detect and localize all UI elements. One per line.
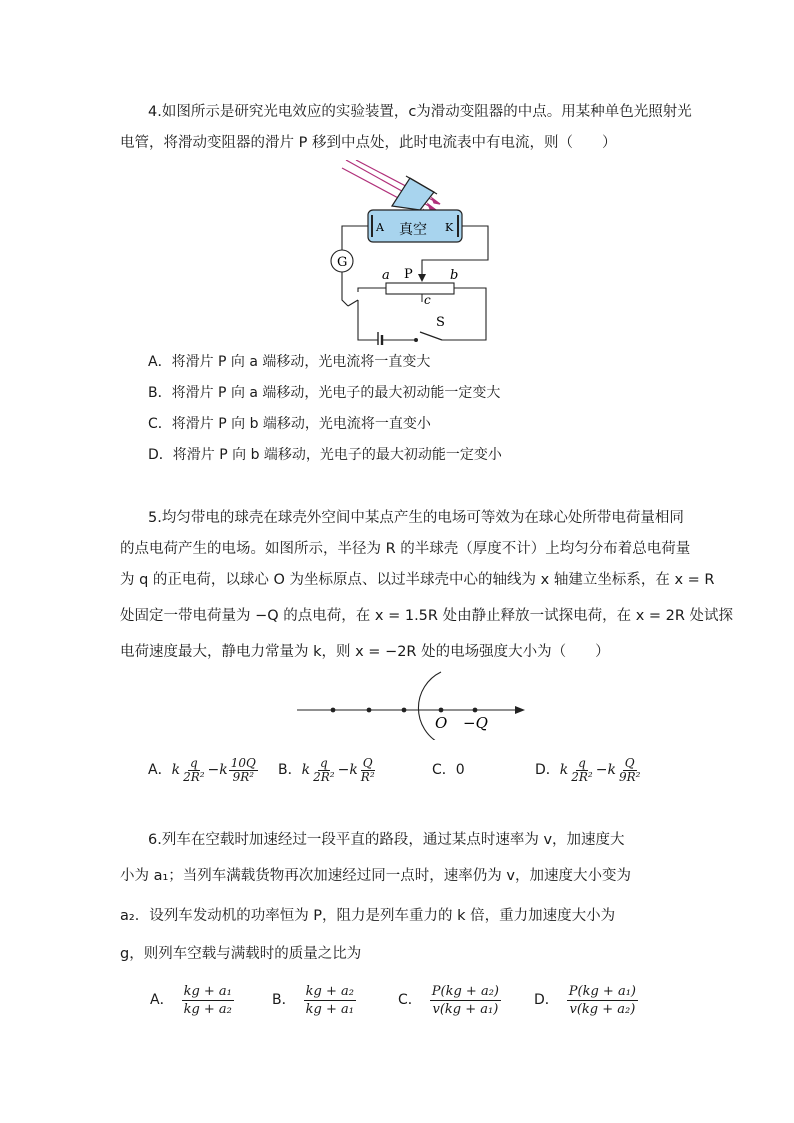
q6-c-frac [430,983,501,1018]
q6-b-num: kg + a₂ [305,983,354,999]
q5-d-label: D． [535,762,560,778]
q5-option-c[interactable]: C．0 [432,762,465,778]
q5-a-num2: 10Q [230,755,256,770]
q4-stem-line2: 电管，将滑动变阻器的滑片 P 移到中点处，此时电流表中有电流，则（ ） [120,135,617,151]
q5-b-den1: 2R² [313,769,335,784]
q6-d-frac [567,983,638,1018]
label-c: c [424,293,431,307]
q6-c-den: v(kg + a₁) [432,1001,499,1017]
q5-d-minus: − [595,762,608,778]
q5-stem-line3: 为 q 的正电荷，以球心 O 为坐标原点、以过半球壳中心的轴线为 x 轴建立坐标系，在 x = R [120,572,715,588]
q5-option-d[interactable] [535,752,643,788]
q5-stem-line1: 5.均匀带电的球壳在球壳外空间中某点产生的电场可等效为在球心处所带电荷量相同 [148,510,684,526]
hemisphere-axis-figure [295,670,530,740]
q6-stem-line4: g，则列车空载与满载时的质量之比为 [120,946,362,962]
q6-b-frac [304,983,356,1018]
q5-a-num1: q [189,755,198,770]
q4-option-c[interactable]: C．将滑片 P 向 b 端移动，光电流将一直变小 [148,416,431,432]
tube-text: 真空 [399,222,427,238]
label-minus-Q: −Q [463,714,488,732]
q6-c-label: C． [398,992,422,1008]
tube-neck [392,176,437,210]
point-Q [473,708,478,713]
q6-b-den: kg + a₁ [305,1001,354,1017]
x-axis-arrow [515,706,525,714]
point-minus-R [367,708,372,713]
q4-option-b[interactable]: B．将滑片 P 向 a 端移动，光电子的最大初动能一定变大 [148,385,501,401]
q5-d-num1: q [578,755,586,770]
label-G: G [337,255,348,270]
label-A: A [376,221,384,234]
q6-a-den: kg + a₂ [183,1001,232,1017]
label-P: P [404,267,413,282]
q5-d-k1: k [559,762,569,778]
q5-b-k2: k [349,762,358,778]
q6-option-b[interactable] [272,978,357,1022]
switch-pivot [414,338,418,342]
resistor [386,283,454,294]
q5-b-frac1 [311,757,336,784]
point-minus-2R [331,708,336,713]
q5-stem-line2: 的点电荷产生的电场。如图所示，半径为 R 的半球壳（厚度不计）上均匀分布着总电荷量 [120,541,691,557]
q5-b-minus: − [337,762,350,778]
q6-option-d[interactable] [534,978,639,1022]
q6-stem-line3: a₂．设列车发动机的功率恒为 P，阻力是列车重力的 k 倍，重力加速度大小为 [120,908,616,924]
q5-a-label: A． [148,762,172,778]
q5-a-frac2 [229,757,258,784]
q5-b-frac2 [359,757,377,784]
q5-a-frac1 [181,757,206,784]
q6-d-num: P(kg + a₁) [568,983,636,999]
point-shell [402,708,407,713]
q6-option-c[interactable] [398,978,502,1022]
q4-stem-line1: 4.如图所示是研究光电效应的实验装置，c为滑动变阻器的中点。用某种单色光照射光 [148,104,692,120]
q4-option-d[interactable]: D．将滑片 P 向 b 端移动，光电子的最大初动能一定变小 [148,447,502,463]
q5-a-k1: k [171,762,181,778]
q6-a-frac [182,983,234,1018]
q5-b-k1: k [301,762,311,778]
q5-d-k2: k [607,762,616,778]
q5-d-den2: 9R² [618,769,641,784]
q5-a-minus: − [207,762,220,778]
label-K: K [445,221,454,234]
q5-b-num1: q [319,755,328,770]
q5-option-b[interactable] [278,752,378,788]
q6-d-label: D． [534,992,559,1008]
label-S: S [436,315,445,330]
slider-arrow [418,274,426,282]
q6-option-a[interactable] [150,978,235,1022]
label-O: O [435,714,448,732]
q6-a-num: kg + a₁ [183,983,232,999]
q5-b-den2: R² [360,769,375,784]
q5-d-num2: Q [624,755,635,770]
q5-d-frac2 [617,757,642,784]
q4-option-a[interactable]: A．将滑片 P 向 a 端移动，光电流将一直变大 [148,354,431,370]
q5-a-den2: 9R² [232,769,255,784]
q5-stem-line5: 电荷速度最大，静电力常量为 k，则 x = −2R 处的电场强度大小为（ ） [120,644,610,660]
q6-d-den: v(kg + a₂) [569,1001,636,1017]
q5-option-a[interactable] [148,752,259,788]
q6-b-label: B． [272,992,296,1008]
q5-stem-line4: 处固定一带电荷量为 −Q 的点电荷，在 x = 1.5R 处由静止释放一试探电荷，在 x = 2R 处试探 [120,608,734,624]
q5-d-frac1 [569,757,594,784]
q5-b-label: B． [278,762,302,778]
q6-a-label: A． [150,992,174,1008]
q5-a-den1: 2R² [183,769,205,784]
photoelectric-circuit-figure [320,160,500,345]
point-O [439,708,444,713]
label-b: b [450,268,459,283]
q6-c-num: P(kg + a₂) [431,983,499,999]
q6-stem-line1: 6.列车在空载时加速经过一段平直的路段，通过某点时速率为 v，加速度大 [148,832,625,848]
label-a: a [382,268,390,283]
q5-d-den1: 2R² [571,769,593,784]
q5-a-k2: k [219,762,228,778]
q5-b-num2: Q [362,755,373,770]
q6-stem-line2: 小为 a₁；当列车满载货物再次加速经过同一点时，速率仍为 v，加速度大小变为 [120,868,631,884]
